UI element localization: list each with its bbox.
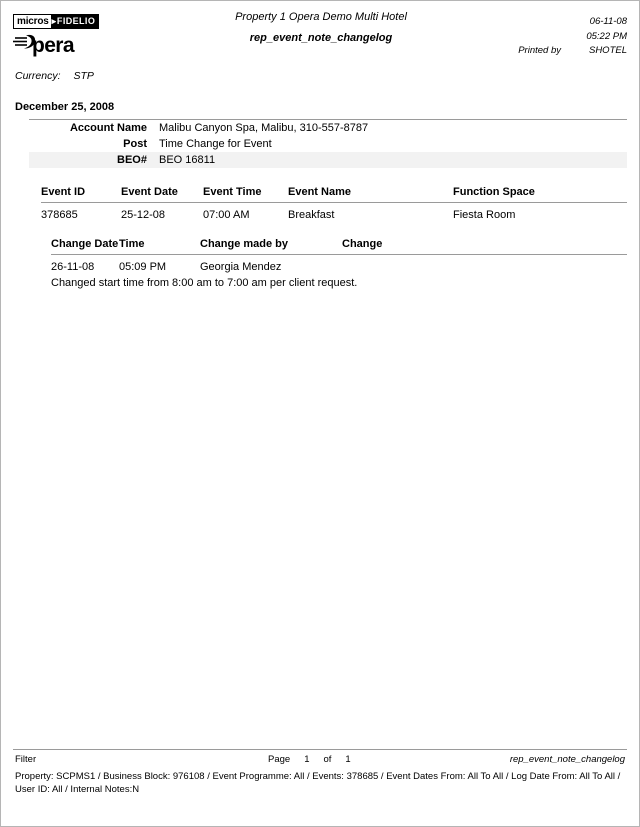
filter-details: Property: SCPMS1 / Business Block: 976108 / Event Programme: All / Events: 378685 / Event Dates From: All To All / Log Date From: All To All / User ID: All / Internal Notes:N — [15, 771, 621, 795]
header-titles — [161, 9, 481, 46]
beo-number-label: BEO# — [29, 152, 159, 168]
printed-by-label: Printed by — [518, 45, 561, 56]
footer-top-line — [13, 754, 627, 768]
account-name-value: Malibu Canyon Spa, Malibu, 310-557-8787 — [159, 122, 369, 134]
page-number: 1 — [304, 754, 310, 765]
printed-by-row — [518, 44, 627, 59]
account-name-label: Account Name — [69, 122, 147, 134]
footer-report-name: rep_event_note_changelog — [509, 754, 625, 765]
cell-event-date: 25-12-08 — [121, 209, 166, 221]
table-row — [41, 203, 627, 222]
filter-label: Filter — [15, 754, 37, 765]
change-log-table — [51, 238, 627, 273]
column-header-event-date: Event Date — [121, 186, 203, 203]
beo-number-value: BEO 16811 — [159, 152, 627, 168]
footer-rule — [13, 749, 627, 750]
report-footer — [1, 749, 639, 796]
column-header-change-made-by: Change made by — [200, 238, 342, 255]
cell-event-time: 07:00 AM — [203, 209, 250, 221]
page-indicator — [268, 754, 351, 765]
column-header-function-space: Function Space — [453, 186, 627, 203]
page-label: Page — [268, 754, 291, 765]
table-row — [29, 136, 627, 152]
cell-change-time: 05:09 PM — [119, 261, 167, 273]
event-table-header-row — [41, 186, 627, 203]
currency-label: Currency: — [15, 70, 61, 82]
fidelio-wordmark: FIDELIO — [56, 15, 98, 28]
header-print-info — [518, 15, 627, 59]
event-table — [41, 186, 627, 221]
post-label: Post — [123, 138, 147, 150]
property-title: Property 1 Opera Demo Multi Hotel — [235, 11, 407, 23]
cell-change — [342, 255, 627, 274]
column-header-time: Time — [119, 238, 200, 255]
opera-wordmark: pera — [32, 33, 74, 57]
account-details-table — [29, 120, 627, 168]
cell-change-date: 26-11-08 — [51, 261, 95, 273]
printed-by-user: SHOTEL — [588, 45, 627, 56]
cell-event-id: 378685 — [41, 209, 78, 221]
table-row — [29, 120, 627, 136]
cell-function-space: Fiesta Room — [453, 209, 516, 221]
micros-fidelio-logo — [13, 14, 99, 29]
print-date: 06-11-08 — [589, 16, 627, 27]
post-value: Time Change for Event — [159, 138, 272, 150]
page-total: 1 — [345, 754, 351, 765]
print-time: 05:22 PM — [586, 30, 627, 42]
cell-change-made-by: Georgia Mendez — [200, 261, 282, 273]
column-header-event-name: Event Name — [288, 186, 453, 203]
report-header — [1, 1, 639, 93]
change-detail-text: Changed start time from 8:00 am to 7:00 am per client request. — [51, 277, 358, 289]
column-header-change: Change — [342, 238, 627, 255]
table-row — [29, 152, 627, 168]
micros-arrow-icon: ▸ — [51, 16, 56, 26]
column-header-change-date: Change Date — [51, 238, 119, 255]
report-title: rep_event_note_changelog — [249, 32, 393, 44]
change-table-header-row — [51, 238, 627, 255]
cell-event-name: Breakfast — [288, 209, 335, 221]
page-of-label: of — [323, 754, 332, 765]
date-heading: December 25, 2008 — [15, 101, 115, 113]
currency-value: STP — [73, 70, 94, 82]
currency-line — [15, 70, 94, 82]
table-row — [51, 255, 627, 274]
report-body — [1, 101, 639, 289]
column-header-event-id: Event ID — [41, 186, 121, 203]
micros-wordmark: micros — [14, 15, 51, 28]
column-header-event-time: Event Time — [203, 186, 288, 203]
